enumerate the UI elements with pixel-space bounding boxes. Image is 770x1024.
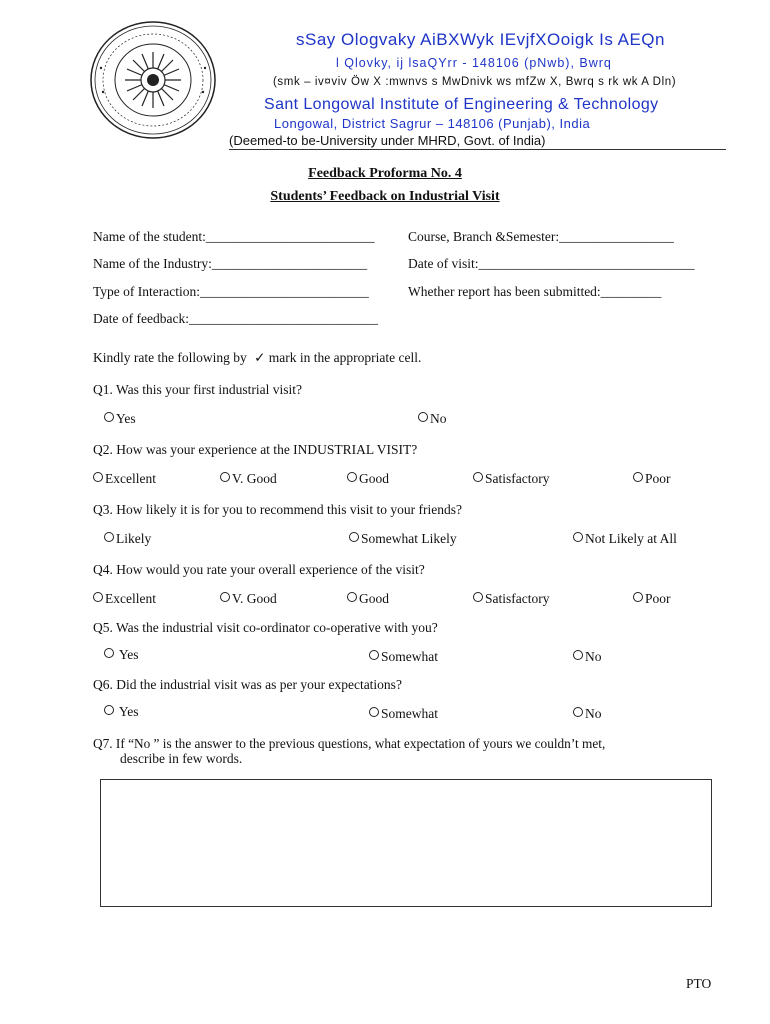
radio-circle-icon: [347, 592, 357, 602]
radio-circle-icon: [473, 472, 483, 482]
option-label: Yes: [116, 411, 136, 426]
radio-circle-icon: [573, 532, 583, 542]
q6-option-somewhat[interactable]: [369, 706, 438, 722]
q2-option-satisfactory[interactable]: [473, 471, 549, 487]
q2-option-very-good[interactable]: [220, 471, 277, 487]
radio-circle-icon: [473, 592, 483, 602]
q6-option-yes[interactable]: [104, 704, 139, 720]
radio-circle-icon: [220, 592, 230, 602]
course-field[interactable]: Course, Branch &Semester:_________________: [408, 229, 674, 244]
radio-circle-icon: [104, 412, 114, 422]
option-label: Good: [359, 471, 389, 486]
question-1: Q1. Was this your first industrial visit?: [93, 382, 303, 397]
date-of-feedback-field[interactable]: Date of feedback:____________________________: [93, 311, 378, 326]
check-mark-icon: ✓: [254, 350, 266, 365]
option-label: Poor: [645, 591, 671, 606]
deemed-university-line: (Deemed-to be-University under MHRD, Govt. of India): [229, 133, 546, 148]
radio-circle-icon: [633, 472, 643, 482]
hindi-deemed-line: (smk – iv¤viv Öw X :mwnvs s MwDnivk ws mfZw X, Bwrq s rk wk A Dln): [273, 76, 677, 88]
institute-address: Longowal, District Sagrur – 148106 (Punjab), India: [274, 116, 591, 131]
radio-circle-icon: [93, 592, 103, 602]
question-2: Q2. How was your experience at the INDUSTRIAL VISIT?: [93, 442, 418, 457]
q3-option-not-likely[interactable]: [573, 531, 677, 547]
q5-option-somewhat[interactable]: [369, 649, 438, 665]
radio-circle-icon: [349, 532, 359, 542]
rating-instruction: [93, 350, 421, 366]
question-4: Q4. How would you rate your overall experience of the visit?: [93, 562, 425, 577]
option-label: Good: [359, 591, 389, 606]
option-label: Somewhat Likely: [361, 531, 457, 546]
radio-circle-icon: [573, 650, 583, 660]
report-submitted-field[interactable]: Whether report has been submitted:_________: [408, 284, 662, 299]
question-5: Q5. Was the industrial visit co-ordinator co-operative with you?: [93, 620, 438, 635]
option-label: Excellent: [105, 471, 156, 486]
q6-option-no[interactable]: [573, 706, 602, 722]
radio-circle-icon: [347, 472, 357, 482]
q4-option-very-good[interactable]: [220, 591, 277, 607]
option-label: V. Good: [232, 591, 277, 606]
q4-option-satisfactory[interactable]: [473, 591, 549, 607]
option-label: Satisfactory: [485, 471, 550, 486]
form-subtitle: Students’ Feedback on Industrial Visit: [270, 189, 500, 204]
q3-option-likely[interactable]: [104, 531, 151, 547]
q3-option-somewhat-likely[interactable]: [349, 531, 457, 547]
form-title: Feedback Proforma No. 4: [308, 166, 462, 181]
option-label: Likely: [116, 531, 152, 546]
institute-name: Sant Longowal Institute of Engineering & Technology: [264, 96, 659, 113]
option-label: Not Likely at All: [585, 531, 677, 546]
option-label: Excellent: [105, 591, 156, 606]
q2-option-excellent[interactable]: [93, 471, 156, 487]
radio-circle-icon: [220, 472, 230, 482]
radio-circle-icon: [633, 592, 643, 602]
question-6: Q6. Did the industrial visit was as per your expectations?: [93, 677, 402, 692]
radio-circle-icon: [104, 705, 114, 715]
q2-option-poor[interactable]: [633, 471, 671, 487]
q1-option-no[interactable]: [418, 411, 447, 427]
radio-circle-icon: [104, 532, 114, 542]
q4-option-good[interactable]: [347, 591, 389, 607]
option-label: Somewhat: [381, 649, 438, 664]
q7-answer-box[interactable]: [100, 779, 712, 907]
q4-option-excellent[interactable]: [93, 591, 156, 607]
option-label: V. Good: [232, 471, 277, 486]
q1-option-yes[interactable]: [104, 411, 136, 427]
instruction-text-start: Kindly rate the following by: [93, 350, 247, 365]
option-label: Yes: [116, 704, 139, 719]
institute-seal-icon: [87, 18, 219, 142]
hindi-institute-name: sSay Ologvaky AiBXWyk IEvjfXOoigk Is AEQn: [296, 30, 665, 49]
radio-circle-icon: [93, 472, 103, 482]
instruction-text-end: mark in the appropriate cell.: [268, 350, 422, 365]
option-label: No: [585, 649, 602, 664]
radio-circle-icon: [573, 707, 583, 717]
q5-option-no[interactable]: [573, 649, 602, 665]
question-3: Q3. How likely it is for you to recommend this visit to your friends?: [93, 502, 462, 517]
question-7-line-2: describe in few words.: [120, 751, 243, 766]
radio-circle-icon: [418, 412, 428, 422]
option-label: Satisfactory: [485, 591, 550, 606]
interaction-type-field[interactable]: Type of Interaction:_________________________: [93, 284, 369, 299]
industry-name-field[interactable]: Name of the Industry:_______________________: [93, 256, 368, 271]
hindi-institute-address: l Qlovky, ij lsaQYrr - 148106 (pNwb), Bwrq: [336, 56, 612, 70]
option-label: Poor: [645, 471, 671, 486]
option-label: No: [430, 411, 447, 426]
student-name-field[interactable]: Name of the student:_________________________: [93, 229, 375, 244]
header-divider: [229, 149, 726, 150]
option-label: Yes: [116, 647, 139, 662]
q4-option-poor[interactable]: [633, 591, 671, 607]
q5-option-yes[interactable]: [104, 647, 139, 663]
option-label: Somewhat: [381, 706, 438, 721]
radio-circle-icon: [369, 707, 379, 717]
date-of-visit-field[interactable]: Date of visit:________________________________: [408, 256, 695, 271]
radio-circle-icon: [104, 648, 114, 658]
pto-label: PTO: [686, 976, 712, 991]
radio-circle-icon: [369, 650, 379, 660]
question-7-line-1: Q7. If “No ” is the answer to the previous questions, what expectation of yours we couldn’t met,: [93, 736, 606, 751]
q2-option-good[interactable]: [347, 471, 389, 487]
option-label: No: [585, 706, 602, 721]
